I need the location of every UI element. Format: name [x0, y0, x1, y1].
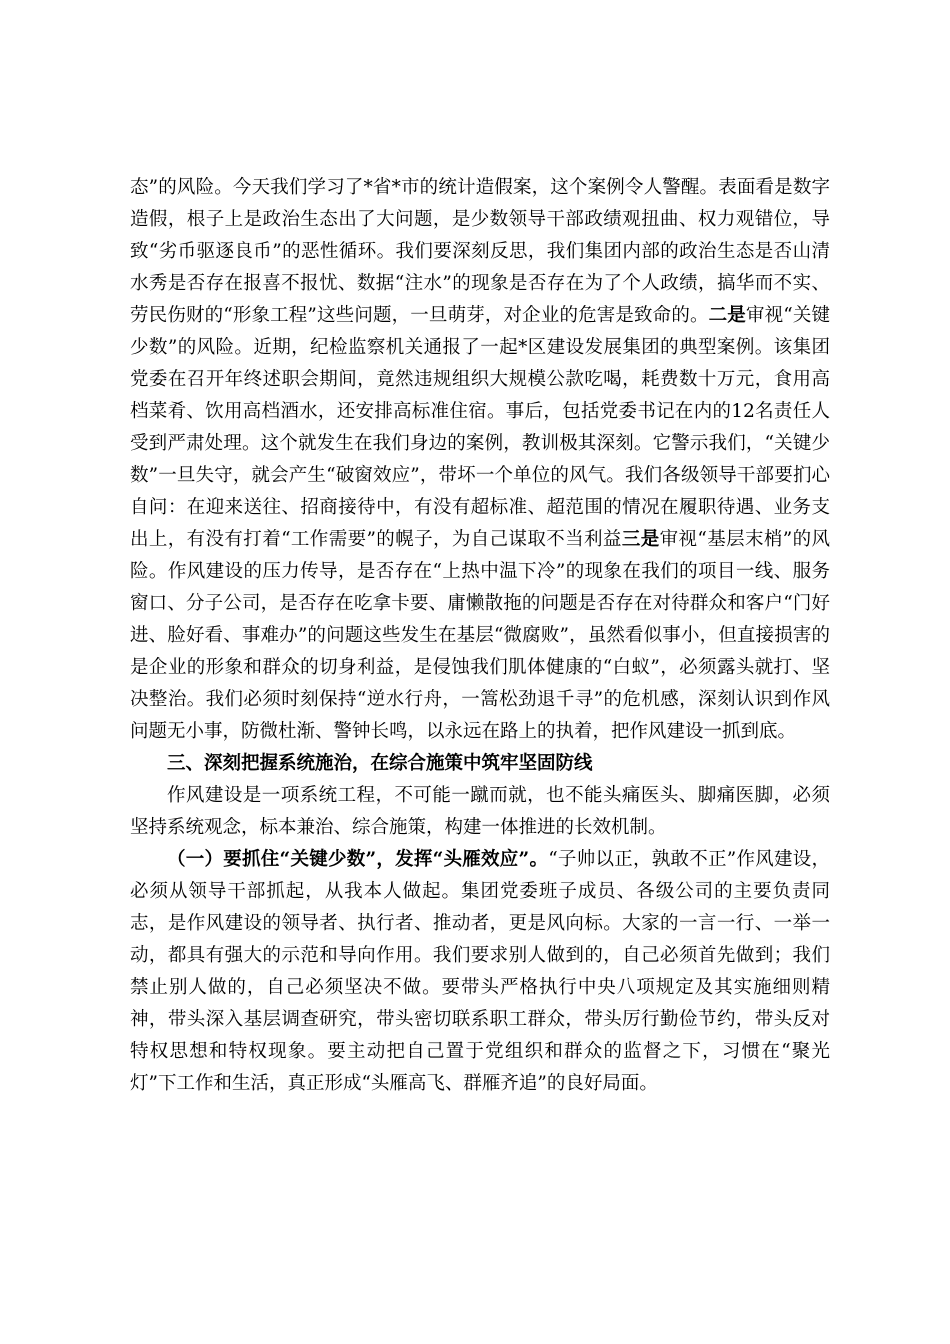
- paragraph-system-project: 作风建设是一项系统工程，不可能一蹴而就，也不能头痛医头、脚痛医脚，必须坚持系统观念，标本兼治、综合施策，构建一体推进的长效机制。: [130, 785, 830, 838]
- paragraph-text: 审视“关键少数”的风险。近期，纪检监察机关通报了一起*区建设发展集团的典型案例。该集团党委在召开年终述职会期间，竟然违规组织大规模公款吃喝，耗费数十万元，食用高档菜肴、饮用高档酒水，还安排高标准住宿。事后，包括党委书记在内的12名责任人受到严肃处理。这个就发生在我们身边的案例，教训极其深刻。它警示我们，“关键少数”一旦失守，就会产生“破窗效应”，带坏一个单位的风气。我们各级领导干部要扪心自问：在迎来送往、招商接待中，有没有超标准、超范围的情况在履职待遇、业务支出上，有没有打着“工作需要”的幌子，为自己谋取不当利益: [130, 305, 830, 550]
- bold-marker-third: 三是: [621, 529, 660, 550]
- paragraph-text: 审视“基层末梢”的风险。作风建设的压力传导，是否存在“上热中温下冷”的现象在我们的项目一线、服务窗口、分子公司，是否存在吃拿卡要、庸懒散拖的问题是否存在对待群众和客户“门好进、脸好看、事难办”的问题这些发生在基层“微腐败”，虽然看似事小，但直接损害的是企业的形象和群众的切身利益，是侵蚀我们肌体健康的“白蚁”，必须露头就打、坚决整治。我们必须时刻保持“逆水行舟，一篙松劲退千寻”的危机感，深刻认识到作风问题无小事，防微杜渐、警钟长鸣，以永远在路上的执着，把作风建设一抓到底。: [130, 529, 830, 742]
- bold-marker-second: 二是: [708, 305, 746, 326]
- paragraph-risk-review: [130, 172, 830, 748]
- paragraph-text: 态”的风险。今天我们学习了*省*市的统计造假案，这个案例令人警醒。表面看是数字造假，根子上是政治生态出了大问题，是少数领导干部政绩观扭曲、权力观错位，导致“劣币驱逐良币”的恶性循环。我们要深刻反思，我们集团内部的政治生态是否山清水秀是否存在报喜不报忧、数据“注水”的现象是否存在为了个人政绩，搞华而不实、劳民伤财的“形象工程”这些问题，一旦萌芽，对企业的危害是致命的。: [130, 177, 830, 326]
- paragraph-key-minority: [130, 844, 830, 1100]
- section-heading: 三、深刻把握系统施治，在综合施策中筑牢坚固防线: [167, 753, 593, 774]
- subheading-lead: （一）要抓住“关键少数”，发挥“头雁效应”。: [167, 849, 549, 870]
- paragraph-text: “子帅以正，孰敢不正”作风建设，必须从领导干部抓起，从我本人做起。集团党委班子成员、各级公司的主要负责同志，是作风建设的领导者、执行者、推动者，更是风向标。大家的一言一行、一举一动，都具有强大的示范和导向作用。我们要求别人做到的，自己必须首先做到；我们禁止别人做的，自己必须坚决不做。要带头严格执行中央八项规定及其实施细则精神，带头深入基层调查研究，带头密切联系职工群众，带头厉行勤俭节约，带头反对特权思想和特权现象。要主动把自己置于党组织和群众的监督之下，习惯在“聚光灯”下工作和生活，真正形成“头雁高飞、群雁齐追”的良好局面。: [130, 849, 830, 1094]
- document-body: [130, 172, 830, 1100]
